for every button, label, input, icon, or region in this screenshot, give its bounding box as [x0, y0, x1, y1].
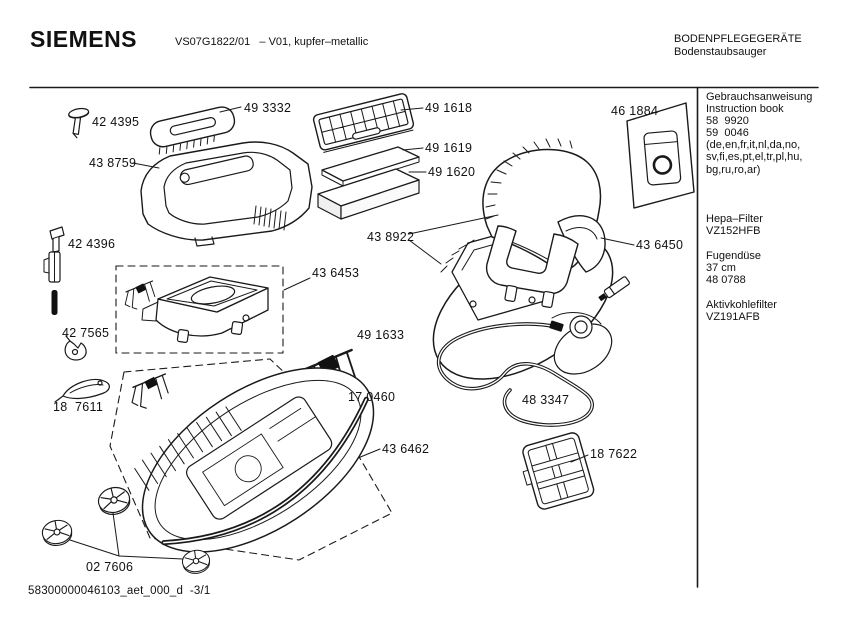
part-label-436453: 43 6453: [312, 266, 360, 280]
part-424396-clip-drawing: [44, 227, 64, 315]
part-label-436450: 43 6450: [636, 238, 684, 252]
part-label-427565: 42 7565: [62, 326, 110, 340]
product-type: Bodenstaubsauger: [674, 45, 767, 58]
part-436453-motor-unit-drawing: [116, 266, 283, 353]
hepa-filter-title: Hepa–Filter: [706, 212, 763, 225]
part-424395-clip-drawing: [68, 107, 93, 138]
manual-code-2: 59 0046: [706, 127, 749, 140]
part-438759-upper-housing-drawing: [141, 142, 312, 246]
part-label-483347: 48 3347: [522, 393, 570, 407]
part-436462-chassis-drawing: [110, 330, 405, 589]
part-label-438922: 43 8922: [367, 230, 415, 244]
part-491618-grille-drawing: [313, 93, 415, 153]
manual-title-en: Instruction book: [706, 103, 784, 116]
document-reference: 58300000046103_aet_000_d -3/1: [28, 585, 211, 597]
part-label-424396: 42 4396: [68, 237, 116, 251]
part-label-424395: 42 4395: [92, 115, 140, 129]
crevice-nozzle-size: 37 cm: [706, 261, 736, 274]
part-label-491620: 49 1620: [428, 165, 476, 179]
siemens-logo: SIEMENS: [30, 26, 138, 52]
crevice-nozzle-title: Fugendüse: [706, 249, 762, 262]
part-label-491619: 49 1619: [425, 141, 473, 155]
part-label-461884: 46 1884: [611, 104, 659, 118]
manual-code-1: 58 9920: [706, 115, 749, 128]
manual-languages-3: bg,ru,ro,ar): [706, 163, 761, 176]
carbon-filter-code: VZ191AFB: [706, 311, 760, 324]
part-label-438759: 43 8759: [89, 156, 137, 170]
part-label-027606: 02 7606: [86, 560, 134, 574]
part-187622-filter-frame-drawing: [516, 431, 595, 512]
part-label-491633: 49 1633: [357, 328, 405, 342]
part-label-493332: 49 3332: [244, 101, 292, 115]
crevice-nozzle-code: 48 0788: [706, 274, 746, 287]
hepa-filter-code: VZ152HFB: [706, 224, 761, 237]
part-424396-seal-bar: [52, 290, 58, 315]
part-label-187611: 18 7611: [53, 400, 104, 414]
accessories-sidebar: [706, 91, 824, 323]
manual-title-de: Gebrauchsanweisung: [706, 91, 813, 103]
carbon-filter-title: Aktivkohlefilter: [706, 299, 777, 312]
manual-languages-2: sv,fi,es,pt,el,tr,pl,hu,: [706, 151, 803, 164]
manual-languages-1: (de,en,fr,it,nl,da,no,: [706, 139, 801, 152]
part-461884-dust-bag-drawing: [627, 103, 694, 208]
part-label-170460: 17 0460: [348, 390, 396, 404]
model-number: VS07G1822/01 – V01, kupfer–metallic: [175, 36, 369, 48]
part-label-436462: 43 6462: [382, 442, 430, 456]
division-title: BODENPFLEGEGERÄTE: [674, 33, 802, 45]
part-187611-lever-drawing: [55, 379, 109, 402]
part-label-187622: 18 7622: [590, 447, 638, 461]
part-label-491618: 49 1618: [425, 101, 473, 115]
